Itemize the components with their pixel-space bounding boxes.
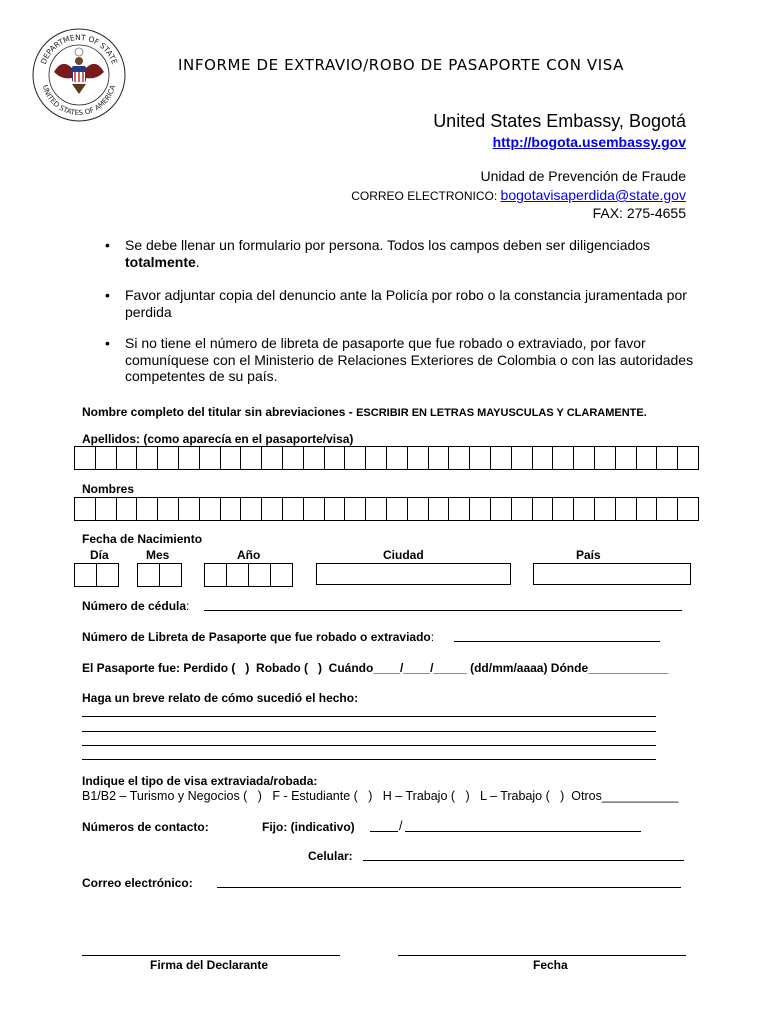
names-input-grid[interactable] xyxy=(74,497,698,521)
character-box[interactable] xyxy=(386,446,408,470)
character-box[interactable] xyxy=(573,446,595,470)
email-label: Correo electrónico: xyxy=(82,876,193,890)
date-line[interactable] xyxy=(398,955,686,956)
seal-bottom-text: UNITED STATES OF AMERICA xyxy=(40,84,118,118)
character-box[interactable] xyxy=(116,446,138,470)
character-box[interactable] xyxy=(248,563,271,587)
names-label: Nombres xyxy=(82,482,135,496)
passport-number-label: Número de Libreta de Pasaporte que fue robado o extraviado: xyxy=(82,630,435,644)
character-box[interactable] xyxy=(261,497,283,521)
character-box[interactable] xyxy=(532,446,554,470)
instruction-item: • Se debe llenar un formulario por persona. Todos los campos deben ser diligenciados totalmente. xyxy=(105,237,695,270)
landline-number-input[interactable] xyxy=(405,831,641,832)
character-box[interactable] xyxy=(490,497,512,521)
month-label: Mes xyxy=(146,548,170,562)
character-box[interactable] xyxy=(469,497,491,521)
form-title: INFORME DE EXTRAVIO/ROBO DE PASAPORTE CON VISA xyxy=(178,56,625,74)
character-box[interactable] xyxy=(324,446,346,470)
character-box[interactable] xyxy=(344,497,366,521)
character-box[interactable] xyxy=(407,497,429,521)
character-box[interactable] xyxy=(74,446,96,470)
character-box[interactable] xyxy=(137,563,160,587)
year-label: Año xyxy=(237,548,261,562)
mobile-label: Celular: xyxy=(308,849,353,863)
birth-city-input[interactable] xyxy=(316,563,511,585)
passport-number-input[interactable] xyxy=(454,641,660,642)
character-box[interactable] xyxy=(116,497,138,521)
character-box[interactable] xyxy=(136,497,158,521)
character-box[interactable] xyxy=(226,563,249,587)
incident-account-line[interactable] xyxy=(82,716,656,717)
email-line xyxy=(351,187,686,203)
character-box[interactable] xyxy=(136,446,158,470)
birth-date-label: Fecha de Nacimiento xyxy=(82,532,203,546)
surname-input-grid[interactable] xyxy=(74,446,698,470)
character-box[interactable] xyxy=(615,497,637,521)
character-box[interactable] xyxy=(469,446,491,470)
character-box[interactable] xyxy=(324,497,346,521)
character-box[interactable] xyxy=(178,446,200,470)
email-input[interactable] xyxy=(217,887,681,888)
character-box[interactable] xyxy=(490,446,512,470)
character-box[interactable] xyxy=(199,446,221,470)
landline-separator: / xyxy=(399,819,403,833)
character-box[interactable] xyxy=(448,497,470,521)
character-box[interactable] xyxy=(407,446,429,470)
character-box[interactable] xyxy=(95,446,117,470)
character-box[interactable] xyxy=(677,497,699,521)
city-label: Ciudad xyxy=(383,548,424,562)
character-box[interactable] xyxy=(282,446,304,470)
contact-numbers-label: Números de contacto: xyxy=(82,820,209,834)
character-box[interactable] xyxy=(270,563,293,587)
instruction-item: • Si no tiene el número de libreta de pasaporte que fue robado o extraviado, por favor comuníquese con el Ministerio de Relaciones Exteriores de Colombia o con las autoridades competentes de su país. xyxy=(105,335,695,385)
instructions-list xyxy=(105,237,695,402)
embassy-name: United States Embassy, Bogotá xyxy=(433,111,686,131)
embassy-url-link[interactable]: http://bogota.usembassy.gov xyxy=(492,134,686,150)
birth-day-input[interactable] xyxy=(74,563,118,587)
character-box[interactable] xyxy=(303,446,325,470)
character-box[interactable] xyxy=(594,446,616,470)
character-box[interactable] xyxy=(204,563,227,587)
character-box[interactable] xyxy=(240,497,262,521)
character-box[interactable] xyxy=(282,497,304,521)
character-box[interactable] xyxy=(74,563,97,587)
character-box[interactable] xyxy=(656,497,678,521)
incident-account-line[interactable] xyxy=(82,759,656,760)
character-box[interactable] xyxy=(157,446,179,470)
character-box[interactable] xyxy=(615,446,637,470)
character-box[interactable] xyxy=(220,497,242,521)
character-box[interactable] xyxy=(365,446,387,470)
day-label: Día xyxy=(90,548,109,562)
character-box[interactable] xyxy=(532,497,554,521)
character-box[interactable] xyxy=(95,497,117,521)
signature-label: Firma del Declarante xyxy=(150,958,269,972)
mobile-number-input[interactable] xyxy=(363,860,684,861)
character-box[interactable] xyxy=(573,497,595,521)
date-label: Fecha xyxy=(533,958,568,972)
id-number-input[interactable] xyxy=(204,610,682,611)
incident-account-line[interactable] xyxy=(82,745,656,746)
character-box[interactable] xyxy=(552,446,574,470)
character-box[interactable] xyxy=(365,497,387,521)
character-box[interactable] xyxy=(240,446,262,470)
character-box[interactable] xyxy=(594,497,616,521)
birth-country-input[interactable] xyxy=(533,563,691,585)
character-box[interactable] xyxy=(178,497,200,521)
country-label: País xyxy=(576,548,601,562)
character-box[interactable] xyxy=(677,446,699,470)
character-box[interactable] xyxy=(636,446,658,470)
full-name-heading: Nombre completo del titular sin abreviaciones - ESCRIBIR EN LETRAS MAYUSCULAS Y CLARAMENTE. xyxy=(82,405,647,419)
surname-label: Apellidos: (como aparecía en el pasaporte/visa) xyxy=(82,432,354,446)
character-box[interactable] xyxy=(303,497,325,521)
character-box[interactable] xyxy=(157,497,179,521)
character-box[interactable] xyxy=(428,497,450,521)
character-box[interactable] xyxy=(636,497,658,521)
fax-number: FAX: 275-4655 xyxy=(592,205,686,221)
instruction-item: • Favor adjuntar copia del denuncio ante la Policía por robo o la constancia juramentada por perdida xyxy=(105,287,695,320)
embassy-email-link[interactable]: bogotavisaperdida@state.gov xyxy=(500,187,686,203)
character-box[interactable] xyxy=(428,446,450,470)
character-box[interactable] xyxy=(511,446,533,470)
character-box[interactable] xyxy=(74,497,96,521)
birth-month-input[interactable] xyxy=(137,563,181,587)
birth-year-input[interactable] xyxy=(204,563,292,587)
passport-status-line[interactable]: El Pasaporte fue: Perdido ( ) Robado ( ) Cuándo____/____/_____ (dd/mm/aaaa) Dónde____________ xyxy=(82,661,669,675)
character-box[interactable] xyxy=(159,563,182,587)
landline-label: Fijo: (indicativo) xyxy=(262,820,355,834)
unit-name: Unidad de Prevención de Fraude xyxy=(480,168,686,184)
landline-area-code-input[interactable] xyxy=(370,831,398,832)
character-box[interactable] xyxy=(199,497,221,521)
character-box[interactable] xyxy=(552,497,574,521)
character-box[interactable] xyxy=(448,446,470,470)
incident-account-line[interactable] xyxy=(82,731,656,732)
character-box[interactable] xyxy=(261,446,283,470)
character-box[interactable] xyxy=(344,446,366,470)
seal-top-text: DEPARTMENT OF STATE xyxy=(38,32,120,66)
incident-account-label: Haga un breve relato de cómo sucedió el hecho: xyxy=(82,691,359,705)
character-box[interactable] xyxy=(96,563,119,587)
character-box[interactable] xyxy=(386,497,408,521)
visa-type-options[interactable]: B1/B2 – Turismo y Negocios ( ) F - Estudiante ( ) H – Trabajo ( ) L – Trabajo ( ) Otros___________ xyxy=(82,789,679,803)
character-box[interactable] xyxy=(220,446,242,470)
character-box[interactable] xyxy=(656,446,678,470)
id-number-label: Número de cédula: xyxy=(82,599,190,613)
character-box[interactable] xyxy=(511,497,533,521)
signature-line[interactable] xyxy=(82,955,340,956)
email-line-label: CORREO ELECTRONICO: xyxy=(351,189,501,203)
department-of-state-seal xyxy=(32,28,126,122)
visa-type-label: Indique el tipo de visa extraviada/robada: xyxy=(82,774,318,788)
